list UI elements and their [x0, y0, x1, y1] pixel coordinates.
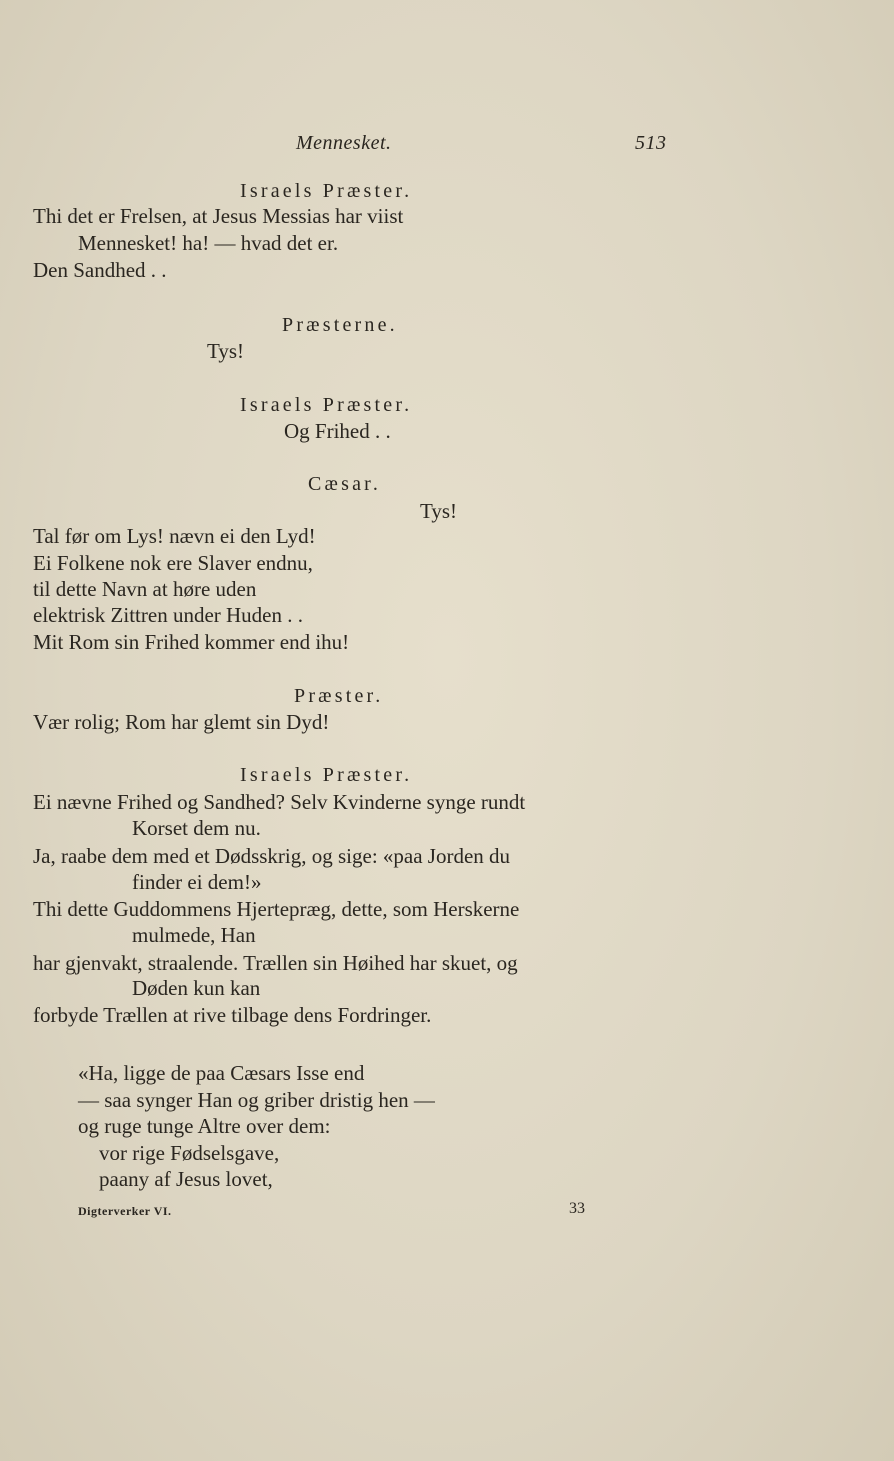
verse-line: elektrisk Zittren under Huden . .: [33, 603, 304, 627]
verse-line: Og Frihed . .: [284, 419, 391, 443]
verse-line: har gjenvakt, straalende. Trællen sin Høihed har skuet, og: [33, 951, 518, 975]
speaker-heading: Præsterne.: [282, 314, 398, 336]
verse-line: «Ha, ligge de paa Cæsars Isse end: [78, 1061, 365, 1085]
speaker-heading: Cæsar.: [308, 473, 382, 495]
speaker-heading: Israels Præster.: [240, 180, 413, 202]
verse-line: Mennesket! ha! — hvad det er.: [78, 231, 339, 255]
verse-line: Tys!: [207, 339, 245, 363]
verse-line: Thi det er Frelsen, at Jesus Messias har viist: [33, 204, 404, 228]
verse-line: vor rige Fødselsgave,: [99, 1141, 280, 1165]
verse-line: — saa synger Han og griber dristig hen —: [78, 1088, 435, 1112]
verse-line: Thi dette Guddommens Hjertepræg, dette, som Herskerne: [33, 897, 520, 921]
verse-line: Den Sandhed . .: [33, 258, 167, 282]
verse-line: til dette Navn at høre uden: [33, 577, 257, 601]
verse-line: forbyde Trællen at rive tilbage dens Fordringer.: [33, 1003, 432, 1027]
verse-line: Døden kun kan: [132, 976, 261, 1000]
page-number: 513: [635, 132, 667, 154]
verse-line: paany af Jesus lovet,: [99, 1167, 273, 1191]
verse-line: mulmede, Han: [132, 923, 256, 947]
printer-signature: Digterverker VI.: [78, 1204, 172, 1218]
speaker-heading: Præster.: [294, 685, 384, 707]
speaker-heading: Israels Præster.: [240, 394, 413, 416]
speaker-heading: Israels Præster.: [240, 764, 413, 786]
verse-line: Korset dem nu.: [132, 816, 261, 840]
verse-line: og ruge tunge Altre over dem:: [78, 1114, 331, 1138]
verse-line: Vær rolig; Rom har glemt sin Dyd!: [33, 710, 330, 734]
verse-line: Tal før om Lys! nævn ei den Lyd!: [33, 524, 316, 548]
verse-line: Ei nævne Frihed og Sandhed? Selv Kvinderne synge rundt: [33, 790, 526, 814]
running-title: Mennesket.: [296, 132, 392, 154]
verse-line: Ei Folkene nok ere Slaver endnu,: [33, 551, 313, 575]
verse-line: Ja, raabe dem med et Dødsskrig, og sige: «paa Jorden du: [33, 844, 511, 868]
sheet-number: 33: [569, 1200, 585, 1217]
verse-line: Tys!: [420, 499, 458, 523]
verse-line: finder ei dem!»: [132, 870, 262, 894]
verse-line: Mit Rom sin Frihed kommer end ihu!: [33, 630, 350, 654]
